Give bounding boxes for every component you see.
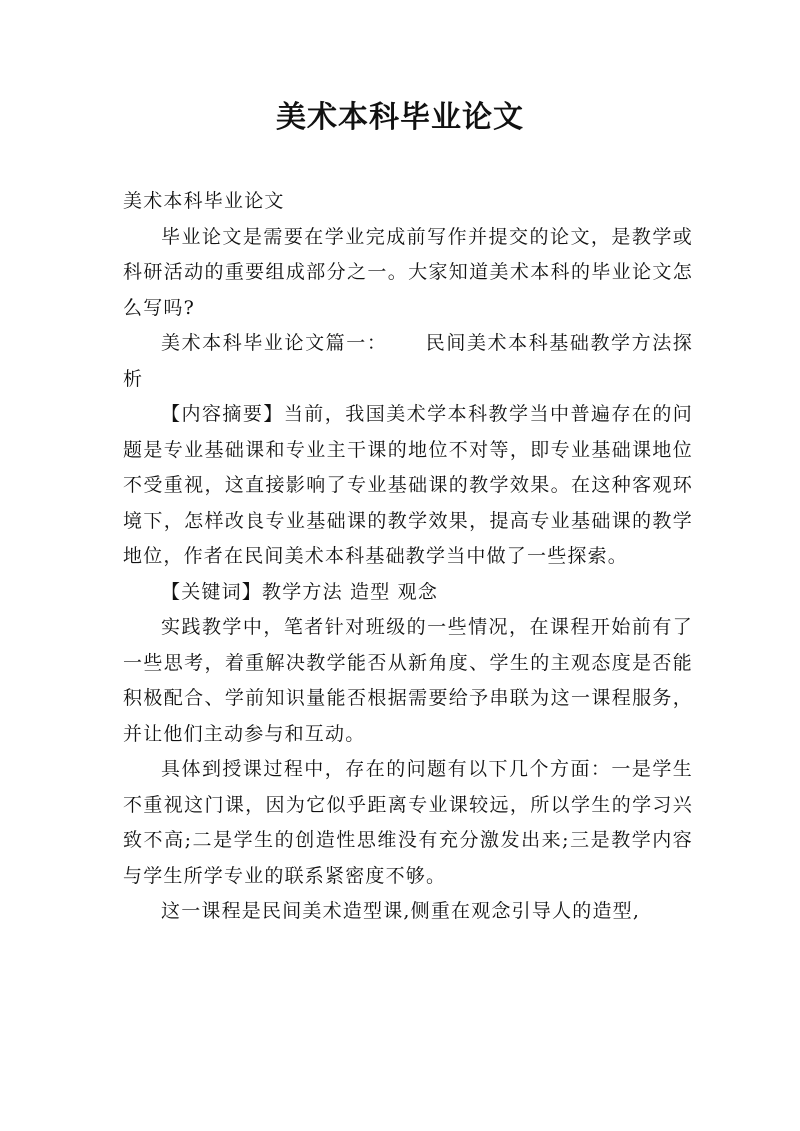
document-title: 美术本科毕业论文	[276, 100, 524, 135]
paragraph-keywords: 【关键词】教学方法 造型 观念	[161, 580, 439, 603]
paragraph-practice: 实践教学中，笔者针对班级的一些情况，在课程开始前有了一些思考，着重解决教学能否从新角度、学生的主观态度是否能积极配合、学前知识量能否根据需要给予串联为这一课程服务，并让他们主动参与和互动。	[123, 616, 693, 745]
article-heading-title: 民间美术本科基础教学方法探析	[123, 332, 693, 390]
article-heading-label: 美术本科毕业论文篇一：	[161, 332, 388, 354]
paragraph-abstract: 【内容摘要】当前，我国美术学本科教学当中普遍存在的问题是专业基础课和专业主干课的地位不对等，即专业基础课地位不受重视，这直接影响了专业基础课的教学效果。在这种客观环境下，怎样改良专业基础课的教学效果，提高专业基础课的教学地位，作者在民间美术本科基础教学当中做了一些探索。	[123, 403, 693, 567]
paragraph-intro: 毕业论文是需要在学业完成前写作并提交的论文，是教学或科研活动的重要组成部分之一。大家知道美术本科的毕业论文怎么写吗?	[123, 225, 693, 319]
paragraph-subtitle: 美术本科毕业论文	[123, 190, 285, 212]
paragraph-problems: 具体到授课过程中，存在的问题有以下几个方面：一是学生不重视这门课，因为它似乎距离专业课较远，所以学生的学习兴致不高;二是学生的创造性思维没有充分激发出来;三是教学内容与学生所学专业的联系紧密度不够。	[123, 758, 693, 887]
paragraph-article-heading	[123, 326, 693, 397]
document-body	[123, 184, 693, 930]
paragraph-course: 这一课程是民间美术造型课,侧重在观念引导人的造型,	[161, 900, 641, 922]
